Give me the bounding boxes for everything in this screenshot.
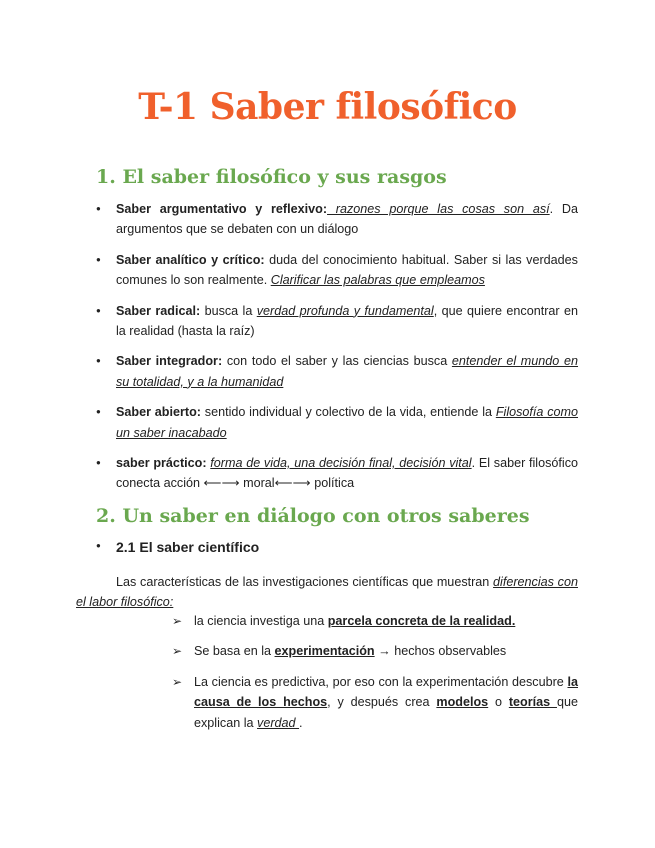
item-text: duda del conocimiento habitual. Saber si las verdades comunes lo son realmente. [116, 252, 578, 288]
point-emphasis: verdad [257, 715, 300, 730]
point-text: o [488, 695, 509, 710]
item-text: , que quiere encontrar en la realidad (hasta la raíz) [116, 303, 578, 339]
point-text: que explican la [194, 695, 578, 730]
intro-paragraph [76, 572, 578, 612]
science-points-list [172, 611, 578, 733]
item-label: Saber integrador: [116, 354, 223, 369]
item-emphasis: Clarificar las palabras que empleamos [270, 273, 485, 288]
item-text: . Da argumentos que se debaten con un diálogo [116, 202, 578, 237]
point-emphasis: experimentación [274, 644, 375, 659]
point-emphasis: la causa de los hechos [194, 674, 578, 710]
list-item [96, 199, 578, 240]
item-label: Saber analítico y crítico: [116, 252, 265, 267]
point-emphasis: parcela concreta de la realidad. [327, 614, 516, 628]
list-item [96, 301, 578, 342]
point-emphasis: modelos [436, 695, 489, 710]
item-emphasis: entender el mundo en su totalidad, y a la humanidad [116, 354, 579, 389]
point-emphasis: teorías [508, 695, 557, 710]
traits-list [96, 199, 578, 494]
point-text: → hechos observables [374, 644, 507, 659]
item-emphasis: forma de vida, una decisión final, decisión vital [210, 456, 472, 471]
item-text: con todo el saber y las ciencias busca [222, 354, 452, 369]
list-item [172, 611, 578, 631]
item-emphasis: verdad profunda y fundamental [256, 303, 434, 318]
point-text: La ciencia es predictiva, por eso con la experimentación descubre [194, 674, 568, 689]
list-item [96, 250, 578, 291]
section-heading-2: 2. Un saber en diálogo con otros saberes [96, 505, 530, 527]
list-item [172, 672, 578, 733]
item-label: Saber argumentativo y reflexivo: [116, 202, 328, 216]
page-title: T-1 Saber filosófico [138, 86, 517, 128]
item-label: Saber radical: [116, 303, 201, 318]
point-text: Se basa en la [194, 644, 275, 659]
point-text: . [299, 715, 303, 730]
list-item [96, 453, 578, 494]
list-item [96, 402, 578, 443]
point-text: , y después crea [327, 695, 437, 710]
item-text: sentido individual y colectivo de la vida, entiende la [200, 405, 496, 420]
intro-emphasis: diferencias con el labor filosófico: [76, 575, 578, 609]
point-text: la ciencia investiga una [194, 614, 328, 628]
section-heading-1: 1. El saber filosófico y sus rasgos [96, 166, 447, 188]
item-text: . El saber filosófico conecta acción ⟵⟶ moral⟵⟶ política [116, 456, 578, 491]
list-item [172, 641, 578, 661]
item-text: busca la [200, 303, 257, 318]
item-emphasis: Filosofía como un saber inacabado [116, 405, 579, 440]
item-label: saber práctico: [116, 456, 207, 471]
item-emphasis: razones porque las cosas son así [327, 202, 550, 216]
list-item [96, 351, 578, 392]
intro-text: Las características de las investigaciones científicas que muestran [116, 575, 494, 589]
item-label: Saber abierto: [116, 405, 201, 420]
subsection-heading: ● 2.1 El saber científico [96, 539, 259, 555]
